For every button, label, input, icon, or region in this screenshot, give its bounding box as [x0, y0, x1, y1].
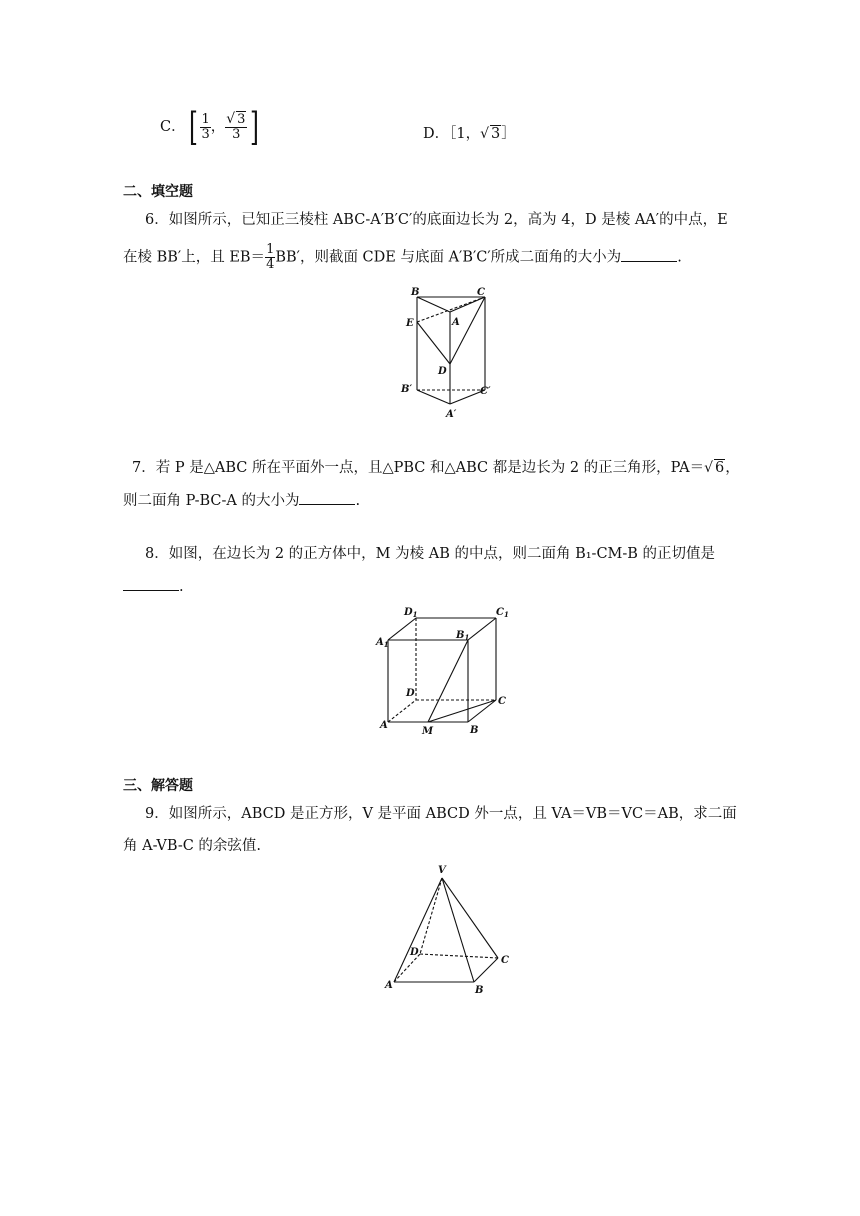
prism-figure [395, 282, 505, 422]
left-bracket: [ [188, 105, 198, 149]
label-A: A [380, 720, 388, 731]
label-A-prime: A′ [446, 409, 457, 420]
fraction-root3-over-3: $\frac{√ 3}{3}$ [226, 111, 246, 142]
label-C: C [498, 696, 506, 707]
label-C: C [501, 955, 509, 966]
q7-line2: 则二面角 P-BC-A 的大小为 . [123, 490, 360, 511]
fraction-one-quarter: $\frac{1}{4}$ [266, 242, 275, 272]
label-B1: $B_1$ [456, 630, 470, 642]
q9-line2: 角 A-VB-C 的余弦值. [123, 838, 262, 854]
answer-blank [123, 576, 179, 591]
cube-figure [372, 600, 522, 740]
label-A: A [452, 317, 460, 328]
label-C: C [477, 287, 485, 298]
section-heading-solution: 三、解答题 [123, 778, 193, 794]
label-B: B [411, 287, 420, 298]
label-D: D [438, 366, 447, 377]
label-V: V [438, 865, 446, 876]
option-c-label: C． [160, 119, 186, 135]
q6-line2: 在棱 BB′上，且 EB＝ $\frac{1}{4}$ BB′，则截面 CDE 与底面 A′B′C′所成二面角的大小为 . [123, 242, 682, 272]
label-B-prime: B′ [401, 384, 413, 395]
q8-line2: . [123, 576, 184, 597]
section-heading-fill-blank: 二、填空题 [123, 184, 193, 200]
label-C1: $C_1$ [496, 607, 509, 619]
label-D1: $D_1$ [404, 607, 418, 619]
label-A: A [385, 980, 393, 991]
answer-blank [621, 247, 677, 262]
label-D: D [410, 947, 419, 958]
label-B: B [470, 725, 479, 736]
right-bracket: ] [250, 105, 260, 149]
label-D: D [406, 688, 415, 699]
label-C-prime: C′ [480, 386, 491, 397]
q9-line1: 9．如图所示，ABCD 是正方形，V 是平面 ABCD 外一点，且 VA＝VB＝VC＝AB，求二面 [145, 806, 737, 822]
pyramid-figure [380, 860, 520, 995]
label-B: B [475, 985, 484, 995]
label-M: M [422, 726, 434, 737]
answer-blank [299, 490, 355, 505]
q8-line1: 8．如图，在边长为 2 的正方体中，M 为棱 AB 的中点，则二面角 B₁-CM-B 的正切值是 [145, 546, 716, 562]
option-c: C．[ $\frac{1}{3}$ ， $\frac{√ 3}{3}$ ] [160, 105, 260, 149]
q6-line1: 6．如图所示，已知正三棱柱 ABC-A′B′C′的底面边长为 2，高为 4，D 是棱 AA′的中点，E [145, 212, 728, 228]
option-d: D．［1，√ 3］ [423, 126, 516, 142]
label-A1: $A_1$ [376, 637, 389, 649]
fraction-one-third: $\frac{1}{3}$ [201, 111, 210, 142]
label-E: E [406, 318, 414, 329]
q7-line1: 7．若 P 是△ABC 所在平面外一点，且△PBC 和△ABC 都是边长为 2 的正三角形，PA＝√ 6， [132, 460, 740, 476]
